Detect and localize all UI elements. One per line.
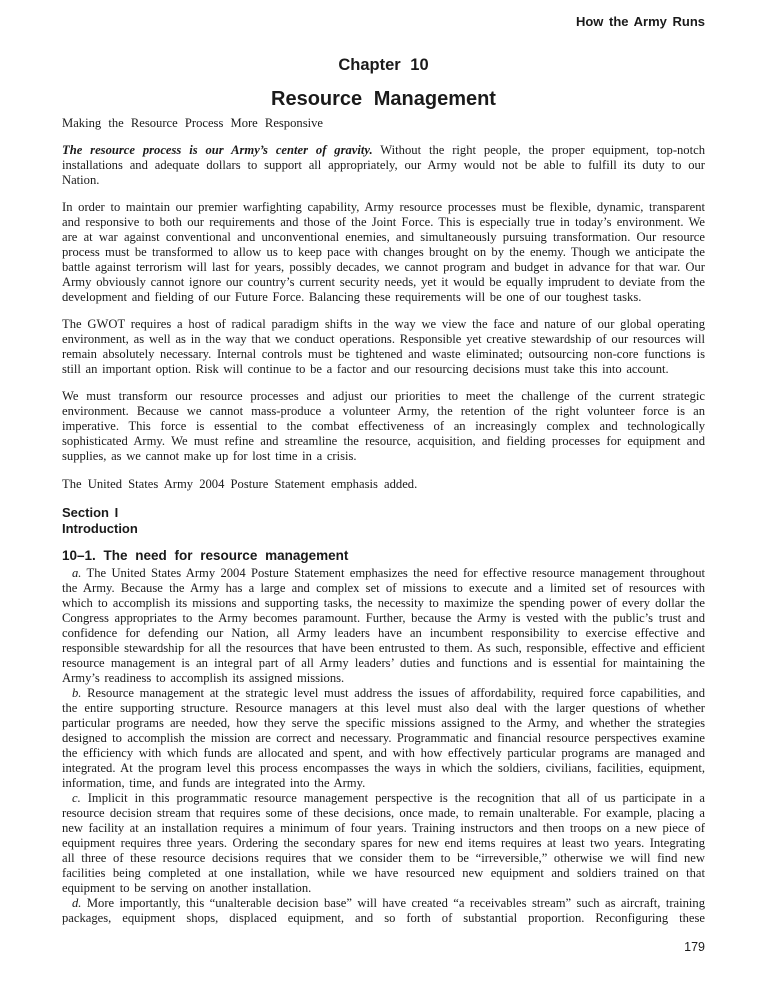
chapter-label: Chapter 10 xyxy=(338,56,429,74)
paragraph-d xyxy=(62,896,705,926)
paragraph-c-letter: c. xyxy=(72,791,81,805)
paragraph-b-text: Resource management at the strategic level must address the issues of affordability, required force capabilities, and the entire supporting structure. Resource managers at this level must also deal with the larger questions of whether particular programs are needed, how they serve the specific missions assigned to the Army, and whether the strategies designed to accomplish the mission are correct and necessary. Programmatic and financial resource perspectives examine the efficiency with which funds are allocated and spent, and with how effectively particular programs are managed and integrated. At the program level this process encompasses the ways in which the soldiers, civilians, facilities, equipment, information, time, and funds are integrated into the Army. xyxy=(62,686,705,790)
intro-paragraph-4: We must transform our resource processes and adjust our priorities to meet the challenge of the current strategic environment. Because we cannot mass-produce a volunteer Army, the retention of the right volunteer force is an imperative. This force is essential to the combat effectiveness of an increasingly complex and technologically sophisticated Army. We must refine and streamline the resource, acquisition, and fielding processes for equipment and supplies, as we cannot make up for lost time in a crisis. xyxy=(62,389,705,463)
paragraph-b xyxy=(62,686,705,791)
paragraph-d-letter: d. xyxy=(72,896,82,910)
intro-lead-emphasis: The resource process is our Army’s center of gravity. xyxy=(62,143,373,157)
paragraph-a-text: The United States Army 2004 Posture Statement emphasizes the need for effective resource management throughout the Army. Because the Army has a large and complex set of missions to execute and a limited set of resources with which to accomplish its missions and supporting tasks, the necessity to maximize the spending power of every dollar the Congress appropriates to the Army becomes paramount. Further, because the Army is vested with the public’s trust and confidence for defending our Nation, all Army leaders have an incumbent responsibility to exercise effective and responsible stewardship for all the resources that have been entrusted to them. As such, responsible, effective and efficient resource management is an integral part of all Army leaders’ duties and functions and is essential for maintaining the Army’s readiness to accomplish its assigned missions. xyxy=(62,566,705,685)
paragraph-a-letter: a. xyxy=(72,566,82,580)
paragraph-c-text: Implicit in this programmatic resource management perspective is the recognition that all of us participate in a resource decision stream that requires some of these decisions, once made, to remain unalterable. For example, placing a new facility at an installation requires a minimum of four years. Training instructors and then troops on a new piece of equipment requires three years. Ordering the secondary spares for new end items requires at least two years. Integrating all three of these resource decisions requires that we consider them to be “irreversible,” otherwise we will find new facilities being completed at one installation, while we have resourced new equipment and soldiers trained on that equipment to be serving on another installation. xyxy=(62,791,705,895)
chapter-title: Resource Management xyxy=(271,88,496,110)
paragraph-d-text: More importantly, this “unalterable decision base” will have created “a receivables stream” such as aircraft, training packages, equipment shops, displaced equipment, and so forth of substantial proportion. Reconfiguring these xyxy=(62,896,705,925)
intro-paragraph-1 xyxy=(62,143,705,188)
section-block xyxy=(62,505,705,536)
chapter-subtitle: Making the Resource Process More Responsive xyxy=(62,116,323,130)
paragraph-b-letter: b. xyxy=(72,686,82,700)
intro-paragraph-2: In order to maintain our premier warfighting capability, Army resource processes must be flexible, dynamic, transparent and responsive to both our requirements and those of the Joint Force. This is especially true in today’s environment. We are at war against conventional and unconventional enemies, and simultaneously pursuing transformation. Our resource process must be transformed to allow us to keep pace with changes brought on by the enemy. Though we anticipate the battle against terrorism will last for years, possibly decades, we cannot program and budget in advance for that war. Our Army obviously cannot ignore our country’s current security needs, yet it would be equally imprudent to deviate from the development and fielding of our Future Force. Balancing these requirements will be one of our toughest tasks. xyxy=(62,200,705,304)
posture-statement-attribution: The United States Army 2004 Posture Statement emphasis added. xyxy=(62,477,418,491)
section-label: Section I xyxy=(62,505,119,520)
paragraph-c xyxy=(62,791,705,896)
article-heading-10-1: 10–1. The need for resource management xyxy=(62,548,349,563)
section-title: Introduction xyxy=(62,520,138,536)
paragraph-a xyxy=(62,566,705,686)
intro-paragraph-3: The GWOT requires a host of radical paradigm shifts in the way we view the face and nature of our global operating environment, as well as in the way that we conduct operations. Responsible yet creative stewardship of our resources will remain absolutely necessary. Internal controls must be tightened and waste eliminated; outsourcing non-core functions is still an important option. Risk will continue to be a factor and our resourcing decisions must take this into account. xyxy=(62,317,705,376)
page-number: 179 xyxy=(684,940,705,954)
intro-paragraph-1-text: Without the right people, the proper equipment, top-notch installations and adequate dollars to support all appropriately, our Army would not be able to fulfill its duty to our Nation. xyxy=(62,143,705,187)
running-header: How the Army Runs xyxy=(575,14,705,29)
